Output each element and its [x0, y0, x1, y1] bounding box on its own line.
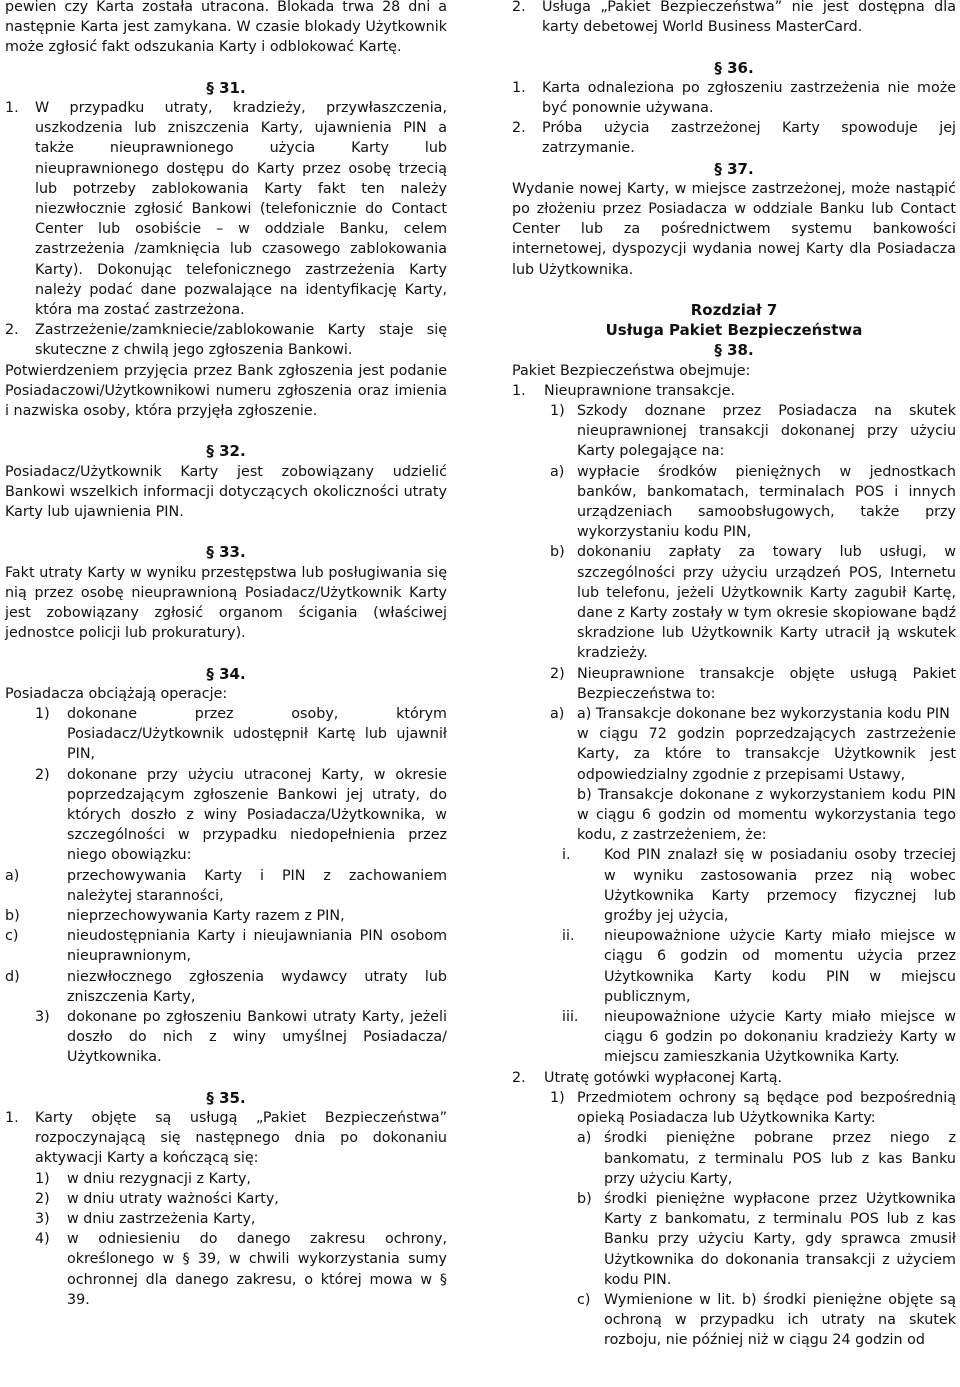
list-item: [512, 664, 956, 704]
item-number: 2.: [512, 120, 526, 137]
item-text: Karty objęte są usługą „Pakiet Bezpieczeństwa” rozpoczynającą się następnego dnia po dokonaniu aktywacji Karty a kończącą się:: [35, 1110, 447, 1167]
item-number: 1): [35, 705, 50, 722]
item-number: 1): [550, 402, 565, 419]
list-item: [512, 381, 956, 401]
list-item: [5, 1209, 447, 1229]
section-38-title: § 38.: [714, 341, 754, 360]
item-text: Wymienione w lit. b) środki pieniężne objęte są ochroną w przypadku ich utraty na skutek rozboju, nie później niż w ciągu 24 godzin od: [604, 1291, 956, 1349]
list-item: [512, 0, 956, 37]
section-32-text: Posiadacz/Użytkownik Karty jest zobowiązany udzielić Bankowi wszelkich informacji dotyczących okoliczności utraty Karty lub ujawnienia PIN.: [5, 463, 447, 521]
intro-paragraph: pewien czy Karta została utracona. Blokada trwa 28 dni a następnie Karta jest zamykana. W czasie blokady Użytkownik może zgłosić fakt odszukania Karty i odblokować Kartę.: [5, 0, 447, 56]
item-number: 1.: [5, 99, 19, 116]
item-number: b): [577, 1190, 592, 1207]
item-number: 3): [35, 1009, 50, 1026]
item-text: niezwłocznego zgłoszenia wydawcy utraty lub zniszczenia Karty,: [67, 968, 447, 1005]
section-32-title: § 32.: [206, 442, 246, 461]
item-text: w dniu zastrzeżenia Karty,: [67, 1211, 256, 1228]
section-33-text: Fakt utraty Karty w wyniku przestępstwa lub posługiwania się nią przez osobę nieuprawnioną Posiadacz/Użytkownik Karty jest zobowiązany zgłosić organom ścigania (właściwej jednostce policji lub prokuratury).: [5, 564, 447, 642]
list-item: [5, 704, 447, 765]
list-item: [512, 926, 956, 1007]
item-text: przechowywania Karty i PIN z zachowaniem należytej staranności,: [67, 867, 447, 904]
item-number: 1.: [5, 1110, 19, 1127]
item-text: nieudostępniania Karty i nieujawniania PIN osobom nieuprawnionym,: [67, 928, 447, 965]
item-number: 1.: [512, 79, 526, 96]
item-number: 1): [35, 1170, 50, 1187]
item-text: w dniu rezygnacji z Karty,: [67, 1170, 251, 1187]
item-text: środki pieniężne wypłacone przez Użytkownika Karty z bankomatu, z terminalu POS lub z kas Banku przy użyciu Karty, gdy sprawca zmusił Użytkownika do dokonania transakcji z użyciem kodu PIN.: [604, 1190, 956, 1288]
list-item: [512, 1007, 956, 1068]
item-text: dokonane po zgłoszeniu Bankowi utraty Karty, jeżeli doszło do nich z winy umyślnej Posiadacza/ Użytkownika.: [67, 1009, 447, 1066]
item-text: Nieuprawnione transakcje.: [544, 382, 736, 399]
item-number: a): [550, 463, 565, 480]
list-item: [5, 866, 447, 906]
list-item: [5, 926, 447, 966]
item-text: Utratę gotówki wypłaconej Kartą.: [544, 1069, 783, 1086]
item-text: nieprzechowywania Karty razem z PIN,: [67, 908, 345, 925]
item-text: nieupoważnione użycie Karty miało miejsce w ciągu 6 godzin od momentu użycia przez Użytkownika Karty kodu PIN w miejscu publicznym,: [604, 928, 956, 1005]
item-number: 2.: [5, 322, 19, 339]
confirmation-paragraph: Potwierdzeniem przyjęcia przez Bank zgłoszenia jest podanie Posiadaczowi/Użytkownikowi numeru zgłoszenia oraz imienia i nazwiska osoby, która przyjęła zgłoszenie.: [5, 362, 447, 420]
item-text: w dniu utraty ważności Karty,: [67, 1190, 279, 1207]
list-item: [512, 542, 956, 663]
list-item: [5, 1229, 447, 1310]
item-number: a): [5, 867, 20, 884]
item-text: dokonane przez osoby, którym Posiadacz/Użytkownik udostępnił Kartę lub ujawnił PIN,: [67, 705, 447, 763]
item-number: b): [5, 908, 20, 925]
item-number: d): [5, 968, 20, 985]
item-number: iii.: [562, 1009, 579, 1026]
section-37-title: § 37.: [714, 159, 754, 178]
item-text: Szkody doznane przez Posiadacza na skutek nieuprawnionej transakcji dokonanej przy użyciu Karty polegające na:: [577, 402, 956, 460]
item-number: 2): [35, 766, 50, 783]
item-number: 4): [35, 1231, 50, 1248]
left-column: [5, 0, 447, 1310]
list-item: [512, 845, 956, 926]
chapter-number: Rozdział 7: [690, 300, 778, 319]
roman-list: [512, 845, 956, 1067]
item-text: wypłacie środków pieniężnych w jednostkach banków, bankomatach, terminalach POS i innych urządzeniach samoobsługowych, także przy wykorzystaniu kodu PIN,: [577, 463, 956, 541]
list-item: [512, 1290, 956, 1351]
item-text: dokonane przy użyciu utraconej Karty, w okresie poprzedzającym zgłoszenie Bankowi jej utraty, do których doszło z winy Posiadacza/Użytkownika, w szczególności w przypadku niedopełnienia przez niego obowiązku:: [67, 766, 447, 864]
section-37-text: Wydanie nowej Karty, w miejsce zastrzeżonej, może nastąpić po złożeniu przez Posiadacza w oddziale Banku lub Contact Center lub za pośrednictwem systemu bankowości internetowej, dyspozycji wydania nowej Karty dla Posiadacza lub Użytkownika.: [512, 180, 956, 278]
list-item: [5, 1169, 447, 1189]
item-number: 2): [35, 1190, 50, 1207]
chapter-title: Usługa Pakiet Bezpieczeństwa: [605, 321, 863, 340]
section-34-intro: Posiadacza obciążają operacje:: [5, 685, 228, 702]
item-text: W przypadku utraty, kradzieży, przywłaszczenia, uszkodzenia lub zniszczenia Karty, ujawnienia PIN a także nieuprawnionego użycia Karty lub nieuprawnionego dostępu do Karty przez osobę trzecią lub potrzeby zablokowania Karty fakt ten należy niezwłocznie zgłosić Bankowi (telefonicznie do Contact Center lub osobiście – w oddziale Banku, celem zastrzeżenia /zamknięcia lub czasowego zablokowania Karty). Dokonując telefonicznego zastrzeżenia Karty należy podać dane pozwalające na identyfikację Karty, która ma zostać zastrzeżona.: [35, 99, 447, 319]
list-item: [512, 1128, 956, 1189]
item-number: 2.: [512, 1069, 526, 1086]
item-number: 2): [550, 665, 565, 682]
item-text: Zastrzeżenie/zamkniecie/zablokowanie Karty staje się skuteczne z chwilą jego zgłoszenia Bankowi.: [35, 322, 447, 359]
list-item: [512, 704, 956, 845]
list-item: [512, 1068, 956, 1088]
list-item: [5, 967, 447, 1007]
list-item: [512, 118, 956, 158]
item-line: w ciągu 72 godzin poprzedzających zastrzeżenie Karty, za które to transakcje Użytkownik jest odpowiedzialny zgodnie z przepisami Ustawy,: [577, 726, 956, 783]
section-31-title: § 31.: [206, 78, 246, 97]
right-column: [512, 0, 956, 1351]
item-number: 1): [550, 1089, 565, 1106]
section-36-title: § 36.: [714, 58, 754, 77]
item-text: Karta odnaleziona po zgłoszeniu zastrzeżenia nie może być ponownie używana.: [542, 79, 956, 116]
list-item: [512, 1189, 956, 1290]
item-text: w odniesieniu do danego zakresu ochrony, określonego w § 39, w chwili wykorzystania sumy ochronnej dla danego zakresu, o której mowa w § 39.: [67, 1231, 447, 1308]
item-number: 1.: [512, 382, 526, 399]
list-item: [5, 765, 447, 866]
item-number: i.: [562, 847, 571, 864]
section-35-list: [5, 1169, 447, 1310]
list-item: [512, 78, 956, 118]
list-item: [5, 906, 447, 926]
item-number: c): [577, 1291, 591, 1308]
item-number: b): [550, 544, 565, 561]
item-number: a): [550, 706, 565, 723]
item-line: a) Transakcje dokonane bez wykorzystania kodu PIN: [577, 706, 950, 723]
item-text: Usługa „Pakiet Bezpieczeństwa” nie jest dostępna dla karty debetowej World Business MasterCard.: [542, 0, 956, 36]
item-number: 2.: [512, 0, 526, 15]
item-number: c): [5, 928, 19, 945]
item-text: Nieuprawnione transakcje objęte usługą Pakiet Bezpieczeństwa to:: [577, 665, 956, 702]
item-number: a): [577, 1130, 592, 1147]
section-34-title: § 34.: [206, 664, 246, 683]
section-34-list: [5, 704, 447, 1068]
list-item: [512, 401, 956, 462]
list-item: [512, 462, 956, 543]
item-text: nieupoważnione użycie Karty miało miejsce w ciągu 6 godzin po dokonaniu kradzieży Karty w miejscu zamieszkania Użytkownika Karty.: [604, 1009, 956, 1066]
section-38-intro: Pakiet Bezpieczeństwa obejmuje:: [512, 362, 751, 379]
list-item: [5, 98, 447, 320]
item-text: Kod PIN znalazł się w posiadaniu osoby trzeciej w wyniku zastosowania przez nią wobec Użytkownika Karty przemocy fizycznej lub groźby jej użycia,: [604, 847, 956, 925]
list-item: [512, 1088, 956, 1128]
item-text: Próba użycia zastrzeżonej Karty spowoduje jej zatrzymanie.: [542, 120, 956, 157]
item-line: b) Transakcje dokonane z wykorzystaniem kodu PIN w ciągu 6 godzin od momentu wykorzystania tego kodu, z zastrzeżeniem, że:: [577, 786, 956, 844]
item-text: Przedmiotem ochrony są będące pod bezpośrednią opieką Posiadacza lub Użytkownika Karty:: [577, 1089, 956, 1127]
list-item: [5, 1108, 447, 1169]
item-text: dokonaniu zapłaty za towary lub usługi, w szczególności przy użyciu urządzeń POS, Internetu lub telefonu, jeżeli Użytkownik Karty zagubił Kartę, dane z Karty zostały w tym okresie skopiowane bądź skradzione lub Użytkownik Karty utracił ją wskutek kradzieży.: [577, 544, 956, 662]
section-33-title: § 33.: [206, 543, 246, 562]
item-number: ii.: [562, 928, 575, 945]
section-35-title: § 35.: [206, 1088, 246, 1107]
item-number: 3): [35, 1211, 50, 1228]
item-text: [577, 704, 956, 845]
list-item: [5, 1007, 447, 1068]
list-item: [5, 1189, 447, 1209]
list-item: [5, 320, 447, 360]
item-text: środki pieniężne pobrane przez niego z bankomatu, z terminalu POS lub z kas Banku przy użyciu Karty,: [604, 1130, 956, 1187]
